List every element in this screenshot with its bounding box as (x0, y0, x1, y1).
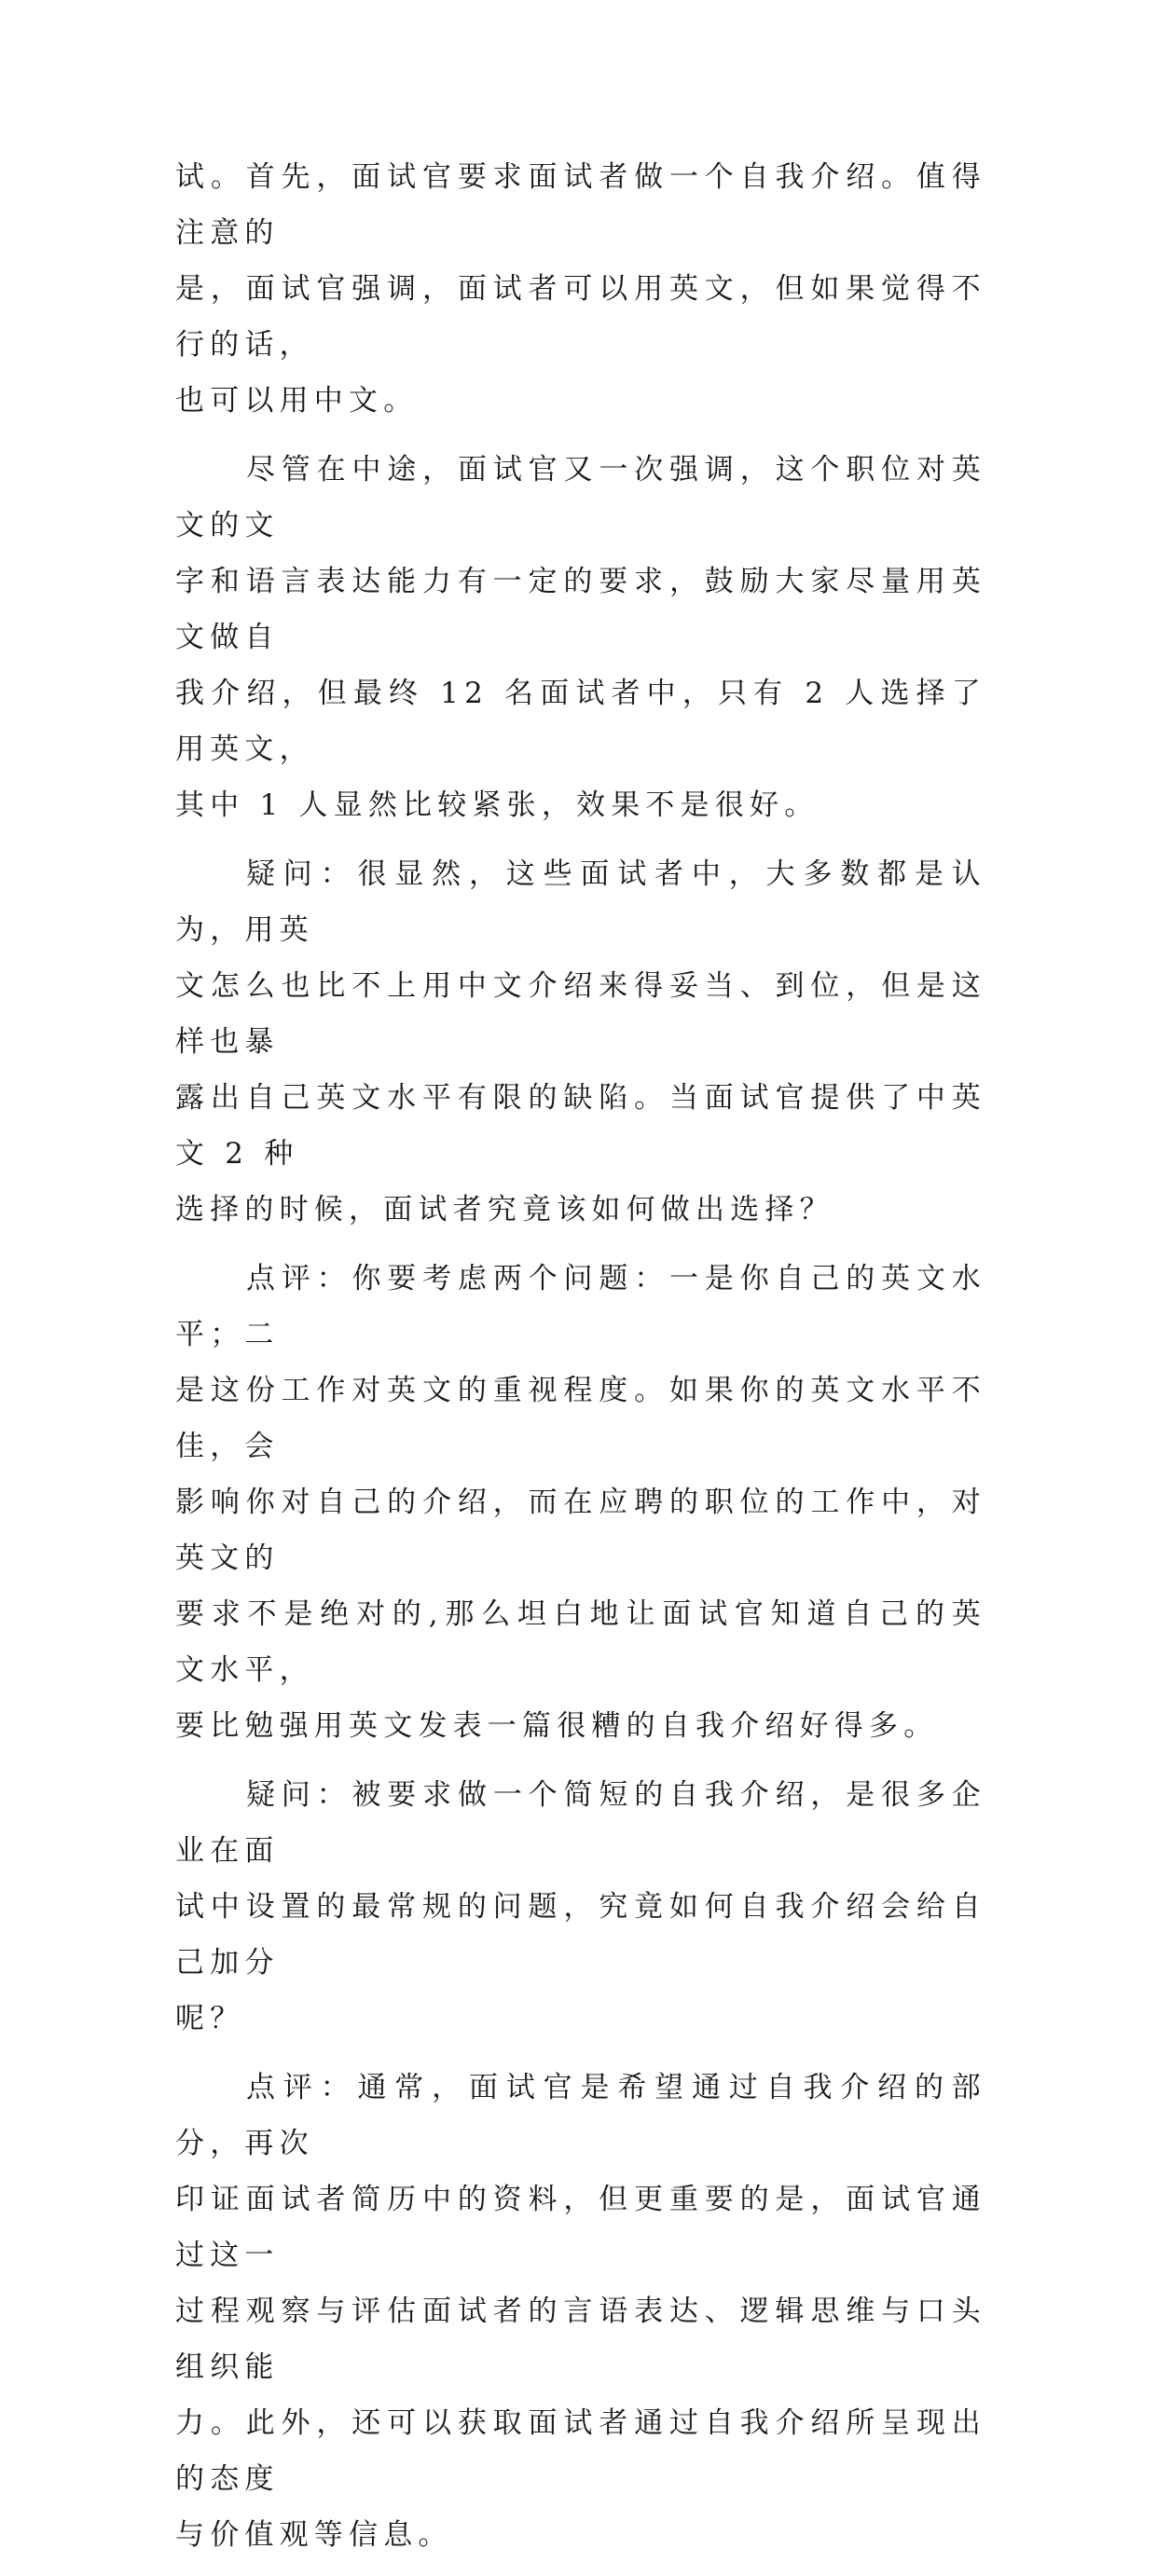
paragraph-line: 点评：通常，面试官是希望通过自我介绍的部分，再次 (175, 2071, 986, 2160)
paragraph-line: 试中设置的最常规的问题，究竟如何自我介绍会给自己加分 (175, 1890, 986, 1980)
paragraph-line: 点评：你要考虑两个问题：一是你自己的英文水平；二 (175, 1262, 986, 1351)
paragraph-line: 影响你对自己的介绍，而在应聘的职位的工作中，对英文的 (175, 1486, 986, 1575)
paragraph-line: 过程观察与评估面试者的言语表达、逻辑思维与口头组织能 (175, 2295, 986, 2384)
paragraph-line: 也可以用中文。 (175, 384, 419, 418)
paragraph-line: 呢？ (175, 2002, 245, 2035)
paragraph-line: 选择的时候，面试者究竟该如何做出选择？ (175, 1193, 834, 1226)
paragraph-line: 疑问：很显然，这些面试者中，大多数都是认为，用英 (175, 857, 986, 947)
paragraph-5 (175, 1767, 986, 2047)
paragraph-line: 尽管在中途，面试官又一次强调，这个职位对英文的文 (175, 453, 986, 542)
paragraph-line: 力。此外，还可以获取面试者通过自我介绍所呈现出的态度 (175, 2406, 986, 2496)
paragraph-1 (175, 149, 986, 429)
paragraph-line: 字和语言表达能力有一定的要求，鼓励大家尽量用英文做自 (175, 565, 986, 654)
document-body (175, 149, 986, 2576)
paragraph-line: 要求不是绝对的,那么坦白地让面试官知道自己的英文水平， (175, 1597, 986, 1687)
paragraph-2 (175, 442, 986, 833)
paragraph-line: 与价值观等信息。 (175, 2518, 453, 2552)
paragraph-line: 露出自己英文水平有限的缺陷。当面试官提供了中英文 2 种 (175, 1081, 986, 1171)
paragraph-line: 要比勉强用英文发表一篇很糟的自我介绍好得多。 (175, 1709, 939, 1743)
paragraph-line: 是这份工作对英文的重视程度。如果你的英文水平不佳，会 (175, 1374, 986, 1463)
paragraph-3 (175, 846, 986, 1238)
paragraph-6 (175, 2060, 986, 2563)
paragraph-line: 我介绍，但最终 12 名面试者中，只有 2 人选择了用英文， (175, 677, 986, 766)
paragraph-line: 文怎么也比不上用中文介绍来得妥当、到位，但是这样也暴 (175, 969, 986, 1059)
paragraph-line: 是，面试官强调，面试者可以用英文，但如果觉得不行的话， (175, 272, 986, 362)
paragraph-line: 试。首先，面试官要求面试者做一个自我介绍。值得注意的 (175, 160, 986, 250)
paragraph-line: 疑问：被要求做一个简短的自我介绍，是很多企业在面 (175, 1778, 986, 1868)
paragraph-4 (175, 1251, 986, 1754)
paragraph-line: 其中 1 人显然比较紧张，效果不是很好。 (175, 788, 820, 822)
paragraph-line: 印证面试者简历中的资料，但更重要的是，面试官通过这一 (175, 2183, 986, 2272)
